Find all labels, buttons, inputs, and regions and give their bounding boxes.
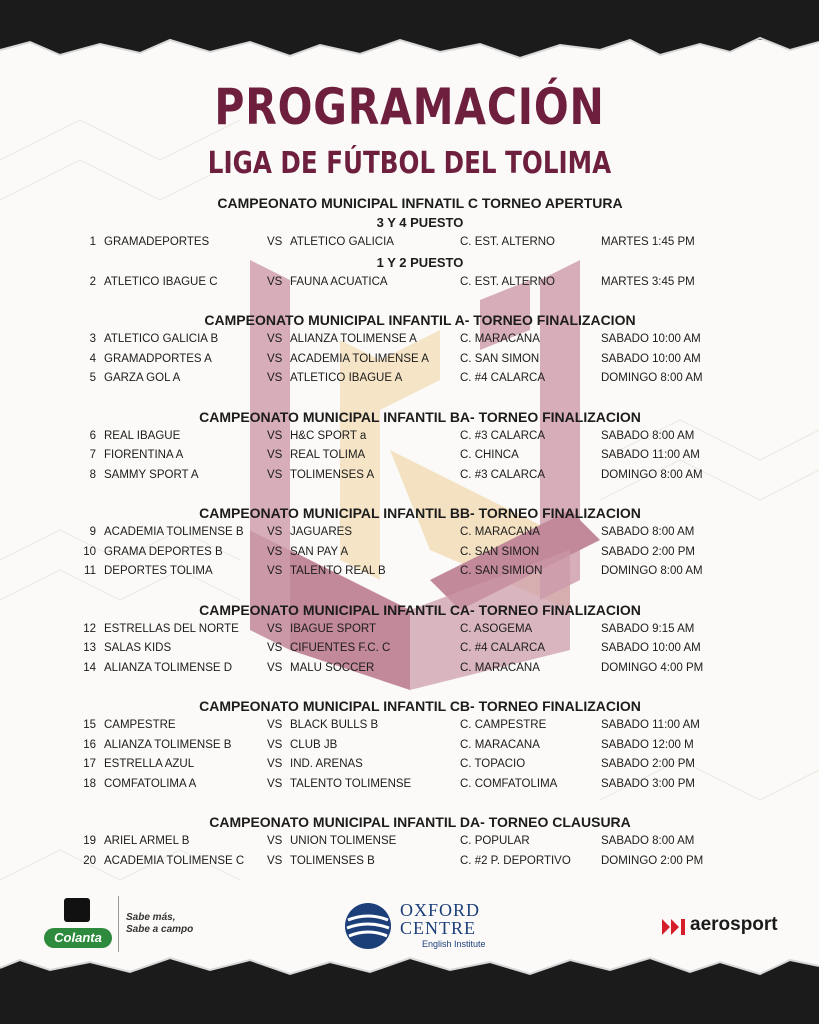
home-team: GRAMADPORTES A <box>104 352 212 365</box>
match-number: 18 <box>83 777 96 790</box>
vs-label: VS <box>267 854 283 867</box>
venue: C. MARACANA <box>460 661 540 674</box>
torn-paper-top <box>0 0 819 90</box>
match-row <box>80 350 760 370</box>
colanta-slogan-line-2: Sabe a campo <box>126 924 194 935</box>
venue: C. #4 CALARCA <box>460 642 546 654</box>
match-row <box>80 273 760 293</box>
match-row <box>80 427 760 447</box>
match-time: SABADO 8:00 AM <box>601 429 695 442</box>
match-time: SABADO 11:00 AM <box>601 449 700 461</box>
match-time: MARTES 3:45 PM <box>601 275 695 288</box>
venue: C. CHINCA <box>460 449 519 461</box>
match-row <box>80 330 760 350</box>
match-time: DOMINGO 8:00 AM <box>601 372 703 384</box>
match-time: SABADO 10:00 AM <box>601 333 701 345</box>
away-team: JAGUARES <box>290 526 352 538</box>
vs-label: VS <box>267 777 283 790</box>
away-team: REAL TOLIMA <box>290 449 366 461</box>
home-team: ACADEMIA TOLIMENSE C <box>104 854 245 867</box>
vs-label: VS <box>267 545 283 558</box>
match-number: 17 <box>83 758 96 770</box>
cow-icon <box>64 898 90 922</box>
vs-label: VS <box>267 738 283 751</box>
away-team: IBAGUE SPORT <box>290 622 377 635</box>
vs-label: VS <box>267 352 283 365</box>
vs-label: VS <box>267 642 283 654</box>
match-row <box>80 659 760 679</box>
match-row <box>80 233 760 253</box>
away-team: ACADEMIA TOLIMENSE A <box>290 352 429 365</box>
venue: C. ASOGEMA <box>460 622 533 635</box>
home-team: GARZA GOL A <box>104 372 181 384</box>
away-team: ATLETICO GALICIA <box>290 236 394 248</box>
home-team: ALIANZA TOLIMENSE D <box>104 661 233 674</box>
match-number: 12 <box>83 622 96 635</box>
match-number: 2 <box>89 275 96 288</box>
match-number: 9 <box>89 526 96 538</box>
match-row <box>80 446 760 466</box>
schedule <box>80 193 760 871</box>
home-team: CAMPESTRE <box>104 719 176 731</box>
vs-label: VS <box>267 429 283 442</box>
away-team: ATLETICO IBAGUE A <box>290 372 403 384</box>
colanta-slogan-line-1: Sabe más, <box>126 912 176 923</box>
match-number: 16 <box>83 738 96 751</box>
home-team: SAMMY SPORT A <box>104 468 199 481</box>
match-number: 4 <box>89 352 96 365</box>
home-team: ESTRELLAS DEL NORTE <box>104 622 239 635</box>
match-number: 6 <box>89 429 96 442</box>
home-team: ARIEL ARMEL B <box>104 835 190 847</box>
away-team: TALENTO TOLIMENSE <box>290 777 412 790</box>
away-team: SAN PAY A <box>290 545 349 558</box>
match-number: 10 <box>83 545 96 558</box>
home-team: ESTRELLA AZUL <box>104 758 195 770</box>
schedule-section <box>80 407 760 486</box>
away-team: BLACK BULLS B <box>290 719 379 731</box>
venue: C. #4 CALARCA <box>460 372 546 384</box>
match-number: 3 <box>89 333 96 345</box>
match-row <box>80 716 760 736</box>
match-time: SABADO 10:00 AM <box>601 352 701 365</box>
phase-label: 1 Y 2 PUESTO <box>376 254 464 270</box>
away-team: ALIANZA TOLIMENSE A <box>290 333 417 345</box>
match-time: MARTES 1:45 PM <box>601 236 695 248</box>
away-team: H&C SPORT a <box>290 429 367 442</box>
vs-label: VS <box>267 758 283 770</box>
venue: C. CAMPESTRE <box>460 719 547 731</box>
oxford-line-3: English Institute <box>422 939 486 949</box>
vs-label: VS <box>267 661 283 674</box>
venue: C. SAN SIMON <box>460 352 540 365</box>
schedule-section <box>80 193 760 292</box>
match-row <box>80 543 760 563</box>
schedule-section <box>80 696 760 794</box>
vs-label: VS <box>267 565 283 577</box>
home-team: REAL IBAGUE <box>104 429 181 442</box>
section-title: CAMPEONATO MUNICIPAL INFANTIL CB- TORNEO FINALIZACION <box>199 698 641 714</box>
vs-label: VS <box>267 449 283 461</box>
away-team: MALU SOCCER <box>290 661 375 674</box>
colanta-slogan <box>126 912 193 936</box>
match-number: 13 <box>83 642 96 654</box>
venue: C. MARACANA <box>460 738 540 751</box>
match-time: SABADO 2:00 PM <box>601 545 695 558</box>
sponsor-bar <box>0 890 819 960</box>
aerosport-wordmark: aerosport <box>690 914 778 935</box>
section-title: CAMPEONATO MUNICIPAL INFNATIL C TORNEO APERTURA <box>217 195 623 211</box>
venue: C. SAN SIMON <box>460 545 540 558</box>
match-number: 11 <box>84 565 96 577</box>
home-team: COMFATOLIMA A <box>104 777 197 790</box>
section-title: CAMPEONATO MUNICIPAL INFANTIL BA- TORNEO FINALIZACION <box>199 408 641 425</box>
match-time: SABADO 11:00 AM <box>601 719 700 731</box>
schedule-section <box>80 503 760 582</box>
match-number: 8 <box>89 468 96 481</box>
home-team: FIORENTINA A <box>104 449 184 461</box>
away-team: CLUB JB <box>290 738 338 751</box>
match-time: SABADO 9:15 AM <box>601 622 695 635</box>
match-number: 14 <box>83 661 96 674</box>
match-time: SABADO 12:00 M <box>601 738 694 751</box>
match-time: SABADO 8:00 AM <box>601 835 695 847</box>
match-number: 1 <box>89 236 96 248</box>
match-row <box>80 466 760 486</box>
vs-label: VS <box>267 526 283 538</box>
vs-label: VS <box>267 719 283 731</box>
home-team: ACADEMIA TOLIMENSE B <box>104 526 244 538</box>
oxford-centre-logo <box>344 900 494 956</box>
away-team: CIFUENTES F.C. C <box>290 642 391 654</box>
section-title: CAMPEONATO MUNICIPAL INFANTIL BB- TORNEO FINALIZACION <box>199 505 641 521</box>
colanta-wordmark: Colanta <box>44 928 112 948</box>
match-number: 5 <box>89 372 96 384</box>
home-team: ATLETICO IBAGUE C <box>104 275 218 288</box>
away-team: TOLIMENSES B <box>290 854 375 867</box>
home-team: SALAS KIDS <box>104 642 172 654</box>
venue: C. #3 CALARCA <box>460 468 546 481</box>
oxford-line-2: CENTRE <box>400 918 476 938</box>
vs-label: VS <box>267 622 283 635</box>
home-team: DEPORTES TOLIMA <box>104 565 213 577</box>
venue: C. COMFATOLIMA <box>460 777 558 790</box>
home-team: GRAMA DEPORTES B <box>104 545 223 558</box>
match-number: 20 <box>83 854 96 867</box>
page-title: PROGRAMACIÓN <box>214 78 605 136</box>
venue: C. #3 CALARCA <box>460 429 546 442</box>
match-row <box>80 562 760 582</box>
away-team: TOLIMENSES A <box>290 468 375 481</box>
match-row <box>80 369 760 389</box>
match-row <box>80 639 760 659</box>
schedule-section <box>80 812 760 871</box>
vs-label: VS <box>267 275 283 288</box>
sponsor-divider <box>118 896 119 952</box>
match-time: SABADO 8:00 AM <box>601 526 695 538</box>
match-row <box>80 775 760 795</box>
match-number: 15 <box>83 719 96 731</box>
fast-forward-icon <box>662 919 688 935</box>
home-team: ATLETICO GALICIA B <box>104 333 219 345</box>
away-team: IND. ARENAS <box>290 758 363 770</box>
match-row <box>80 620 760 640</box>
vs-label: VS <box>267 372 283 384</box>
match-row <box>80 852 760 872</box>
venue: C. MARACANA <box>460 526 540 538</box>
vs-label: VS <box>267 333 283 345</box>
section-title: CAMPEONATO MUNICIPAL INFANTIL CA- TORNEO FINALIZACION <box>199 601 641 618</box>
match-row <box>80 736 760 756</box>
away-team: TALENTO REAL B <box>290 565 386 577</box>
vs-label: VS <box>267 236 283 248</box>
match-row <box>80 755 760 775</box>
away-team: UNION TOLIMENSE <box>290 835 397 847</box>
match-row <box>80 523 760 543</box>
schedule-section <box>80 600 760 679</box>
venue: C. #2 P. DEPORTIVO <box>460 854 571 867</box>
match-number: 19 <box>83 835 96 847</box>
match-row <box>80 832 760 852</box>
vs-label: VS <box>267 468 283 481</box>
phase-label: 3 Y 4 PUESTO <box>376 215 464 230</box>
match-time: SABADO 2:00 PM <box>601 758 695 770</box>
globe-icon <box>344 902 392 950</box>
colanta-logo <box>44 898 114 954</box>
schedule-section <box>80 310 760 389</box>
venue: C. EST. ALTERNO <box>460 236 556 248</box>
away-team: FAUNA ACUATICA <box>290 275 388 288</box>
match-time: DOMINGO 8:00 AM <box>601 565 703 577</box>
venue: C. MARACANA <box>460 333 540 345</box>
venue: C. SAN SIMION <box>460 565 543 577</box>
match-time: SABADO 10:00 AM <box>601 642 701 654</box>
match-number: 7 <box>89 449 96 461</box>
home-team: GRAMADEPORTES <box>104 236 210 248</box>
match-time: DOMINGO 4:00 PM <box>601 661 704 674</box>
oxford-line-1: OXFORD <box>400 900 481 920</box>
venue: C. EST. ALTERNO <box>460 275 556 288</box>
match-time: DOMINGO 2:00 PM <box>601 854 704 867</box>
page-subtitle: LIGA DE FÚTBOL DEL TOLIMA <box>207 146 612 181</box>
venue: C. POPULAR <box>460 835 530 847</box>
match-time: SABADO 3:00 PM <box>601 777 695 790</box>
section-title: CAMPEONATO MUNICIPAL INFANTIL A- TORNEO FINALIZACION <box>204 312 636 328</box>
section-title: CAMPEONATO MUNICIPAL INFANTIL DA- TORNEO CLAUSURA <box>209 814 631 830</box>
match-time: DOMINGO 8:00 AM <box>601 468 703 481</box>
vs-label: VS <box>267 835 283 847</box>
venue: C. TOPACIO <box>460 758 526 770</box>
home-team: ALIANZA TOLIMENSE B <box>104 738 232 751</box>
